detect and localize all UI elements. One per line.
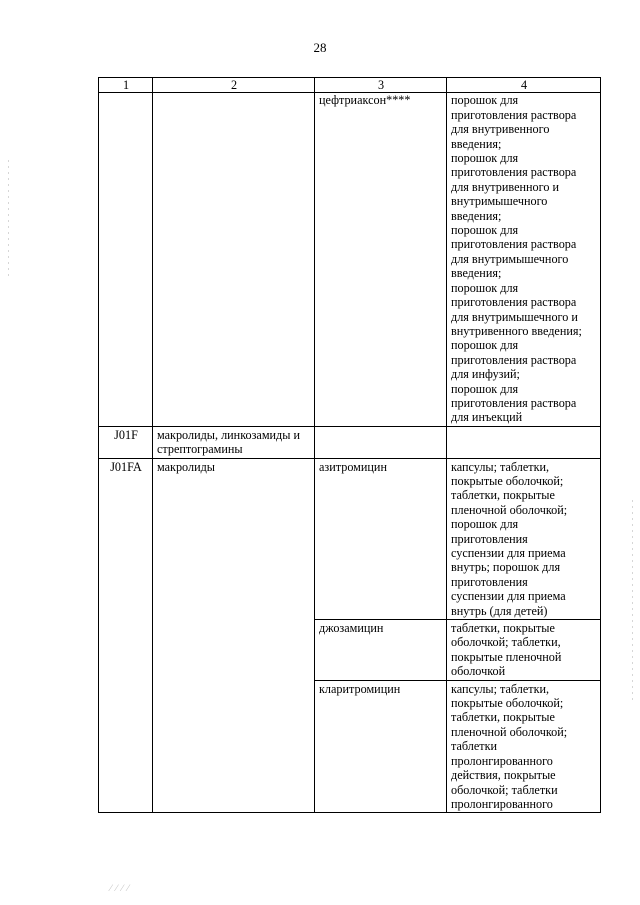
text-line: капсулы; таблетки, xyxy=(451,681,550,696)
text-line: порошок для xyxy=(451,338,519,353)
text-line: для инъекций xyxy=(451,410,523,425)
drug-name-cell: кларитромицин xyxy=(315,680,447,813)
drug-name-cell: джозамицин xyxy=(315,620,447,681)
left-edge-mark xyxy=(8,160,9,280)
atc-code-cell: J01F xyxy=(99,426,153,458)
text-line: для внутримышечного и xyxy=(451,309,578,324)
text-line: приготовления раствора xyxy=(451,165,577,180)
text-line: таблетки xyxy=(451,739,498,754)
text-line: приготовления раствора xyxy=(451,395,577,410)
text-line: покрытые оболочкой; xyxy=(451,473,564,488)
text-line: внутривенного введения; xyxy=(451,323,582,338)
text-line: введения; xyxy=(451,266,502,281)
text-line: суспензии для приема xyxy=(451,546,566,560)
text-line: таблетки, покрытые xyxy=(451,710,555,725)
text-line: пролонгированного xyxy=(451,753,553,768)
table-header-row xyxy=(99,78,601,93)
text-line: суспензии для приема xyxy=(451,589,566,604)
table-row xyxy=(99,93,601,426)
text-line: порошок для xyxy=(451,151,519,166)
text-line: пленочной оболочкой; xyxy=(451,724,568,739)
group-cell xyxy=(153,93,315,426)
text-line: для внутривенного xyxy=(451,122,550,137)
right-edge-mark xyxy=(632,500,633,700)
text-line: порошок для xyxy=(451,223,519,238)
text-line: оболочкой; таблетки xyxy=(451,782,558,797)
text-line: пленочной оболочкой; xyxy=(451,502,568,517)
header-col-4: 4 xyxy=(447,78,601,93)
header-col-2: 2 xyxy=(153,78,315,93)
drug-table xyxy=(98,77,601,813)
group-cell xyxy=(153,458,315,813)
drug-name-cell xyxy=(315,426,447,458)
group-cell xyxy=(153,426,315,458)
text-line: приготовления раствора xyxy=(451,295,577,310)
text-line: приготовления xyxy=(451,531,528,546)
text-line: приготовления раствора xyxy=(451,107,577,122)
footer-scan-mark: ⁄ ⁄ ⁄ ⁄ xyxy=(110,883,130,893)
text-line: оболочкой; таблетки, xyxy=(451,635,561,650)
text-line: таблетки, покрытые xyxy=(451,488,555,503)
text-line: для внутримышечного xyxy=(451,251,569,266)
table-row xyxy=(99,458,601,619)
dosage-forms-cell xyxy=(447,680,601,813)
text-line: покрытые оболочкой; xyxy=(451,696,564,711)
dosage-forms-cell xyxy=(447,620,601,681)
text-line: введения; xyxy=(451,208,502,223)
text-line: введения; xyxy=(451,136,502,151)
text-line: порошок для xyxy=(451,517,519,532)
drug-name-cell: азитромицин xyxy=(315,458,447,619)
text-line: приготовления раствора xyxy=(451,352,577,367)
header-col-1: 1 xyxy=(99,78,153,93)
header-col-3: 3 xyxy=(315,78,447,93)
page-number: 28 xyxy=(313,40,327,55)
text-line: для внутривенного и xyxy=(451,179,559,194)
text-line: порошок для xyxy=(451,381,519,396)
text-line: стрептограмины xyxy=(157,442,243,457)
table-row xyxy=(99,426,601,458)
dosage-forms-cell xyxy=(447,426,601,458)
text-line: покрытые пленочной xyxy=(451,649,562,664)
text-line: порошок для xyxy=(451,280,519,295)
atc-code-cell xyxy=(99,93,153,426)
text-line: для инфузий; xyxy=(451,367,520,382)
text-line: внутрь; порошок для xyxy=(451,560,561,575)
text-line: внутрь (для детей) xyxy=(451,603,548,618)
drug-name-cell: цефтриаксон**** xyxy=(315,93,447,426)
text-line: макролиды xyxy=(157,459,215,474)
dosage-forms-cell xyxy=(447,458,601,619)
text-line: приготовления xyxy=(451,574,528,589)
text-line: порошок для xyxy=(451,93,519,108)
text-line: пролонгированного xyxy=(451,796,553,811)
dosage-forms-cell xyxy=(447,93,601,426)
text-line: таблетки, покрытые xyxy=(451,621,555,636)
text-line: макролиды, линкозамиды и xyxy=(157,427,301,442)
text-line: оболочкой xyxy=(451,664,506,679)
text-line: действия, покрытые xyxy=(451,768,556,783)
text-line: внутримышечного xyxy=(451,194,548,209)
text-line: приготовления раствора xyxy=(451,237,577,252)
atc-code-cell: J01FA xyxy=(99,458,153,813)
text-line: капсулы; таблетки, xyxy=(451,459,550,474)
